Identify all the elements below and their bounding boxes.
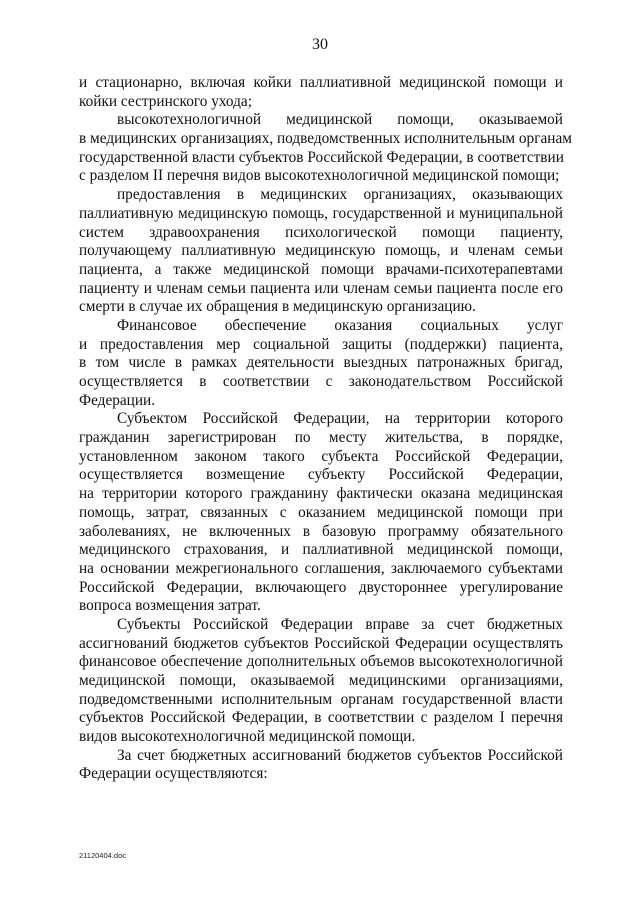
text-line: койки сестринского ухода;	[79, 92, 252, 110]
text-line: осуществляется в соответствии с законодательством Российской	[79, 373, 563, 390]
file-name-footer: 21120404.doc	[79, 851, 126, 860]
document-body	[79, 74, 572, 784]
text-line: систем здравоохранения психологической помощи пациенту,	[79, 223, 563, 241]
text-line: установленном законом такого субъекта Российской Федерации,	[79, 447, 563, 465]
text-line: получающему паллиативную медицинскую помощь, и членам семьи	[79, 242, 563, 260]
text-line: и предоставления мер социальной защиты (поддержки) пациента,	[79, 335, 563, 353]
text-line: в медицинских организациях, подведомственных исполнительным органам	[79, 130, 572, 148]
text-line: на основании межрегионального соглашения, заключаемого субъектами	[79, 559, 563, 577]
text-line: вопроса возмещения затрат.	[79, 597, 261, 615]
text-line: Российской Федерации, включающего двустороннее урегулирование	[79, 578, 563, 596]
text-line: заболеваниях, не включенных в базовую программу обязательного	[79, 522, 563, 540]
text-line: помощь, затрат, связанных с оказанием медицинской помощи при	[79, 503, 563, 521]
text-line: осуществляется возмещение субъекту Российской Федерации,	[79, 466, 563, 484]
text-line: Субъектом Российской Федерации, на территории которого	[117, 410, 563, 428]
text-line: Федерации осуществляются:	[79, 765, 268, 783]
text-line: Финансовое обеспечение оказания социальных услуг	[117, 316, 563, 334]
text-line: на территории которого гражданину фактически оказана медицинская	[79, 485, 563, 503]
text-line: высокотехнологичной медицинской помощи, оказываемой	[117, 111, 563, 129]
text-line: предоставления в медицинских организациях, оказывающих	[117, 186, 563, 204]
text-line: подведомственными исполнительным органам государственной власти	[79, 690, 563, 708]
text-line: субъектов Российской Федерации, в соответствии с разделом I перечня	[79, 709, 563, 727]
text-line: смерти в случае их обращения в медицинскую организацию.	[79, 298, 476, 316]
text-line: Субъекты Российской Федерации вправе за счет бюджетных	[117, 615, 563, 633]
text-line: финансовое обеспечение дополнительных объемов высокотехнологичной	[79, 653, 563, 671]
text-line: За счет бюджетных ассигнований бюджетов субъектов Российской	[117, 746, 563, 764]
text-line: паллиативную медицинскую помощь, государственной и муниципальной	[79, 204, 563, 222]
page-number: 30	[312, 36, 328, 53]
text-line: медицинской помощи, оказываемой медицинскими организациями,	[79, 672, 563, 689]
text-line: медицинского страхования, и паллиативной медицинской помощи,	[79, 541, 563, 559]
text-line: ассигнований бюджетов субъектов Российской Федерации осуществлять	[79, 634, 563, 652]
text-line: в том числе в рамках деятельности выездных патронажных бригад,	[79, 354, 563, 372]
text-line: и стационарно, включая койки паллиативной медицинской помощи и	[79, 74, 563, 91]
text-line: пациенту и членам семьи пациента или членам семьи пациента после его	[79, 279, 563, 297]
text-line: пациента, а также медицинской помощи врачами-психотерапевтами	[79, 260, 563, 278]
text-line: Федерации.	[79, 391, 156, 409]
text-line: государственной власти субъектов Российской Федерации, в соответствии	[79, 148, 564, 166]
text-line: гражданин зарегистрирован по месту жительства, в порядке,	[79, 429, 563, 447]
text-line: видов высокотехнологичной медицинской помощи.	[79, 728, 416, 746]
text-line: с разделом II перечня видов высокотехнологичной медицинской помощи;	[79, 167, 560, 185]
